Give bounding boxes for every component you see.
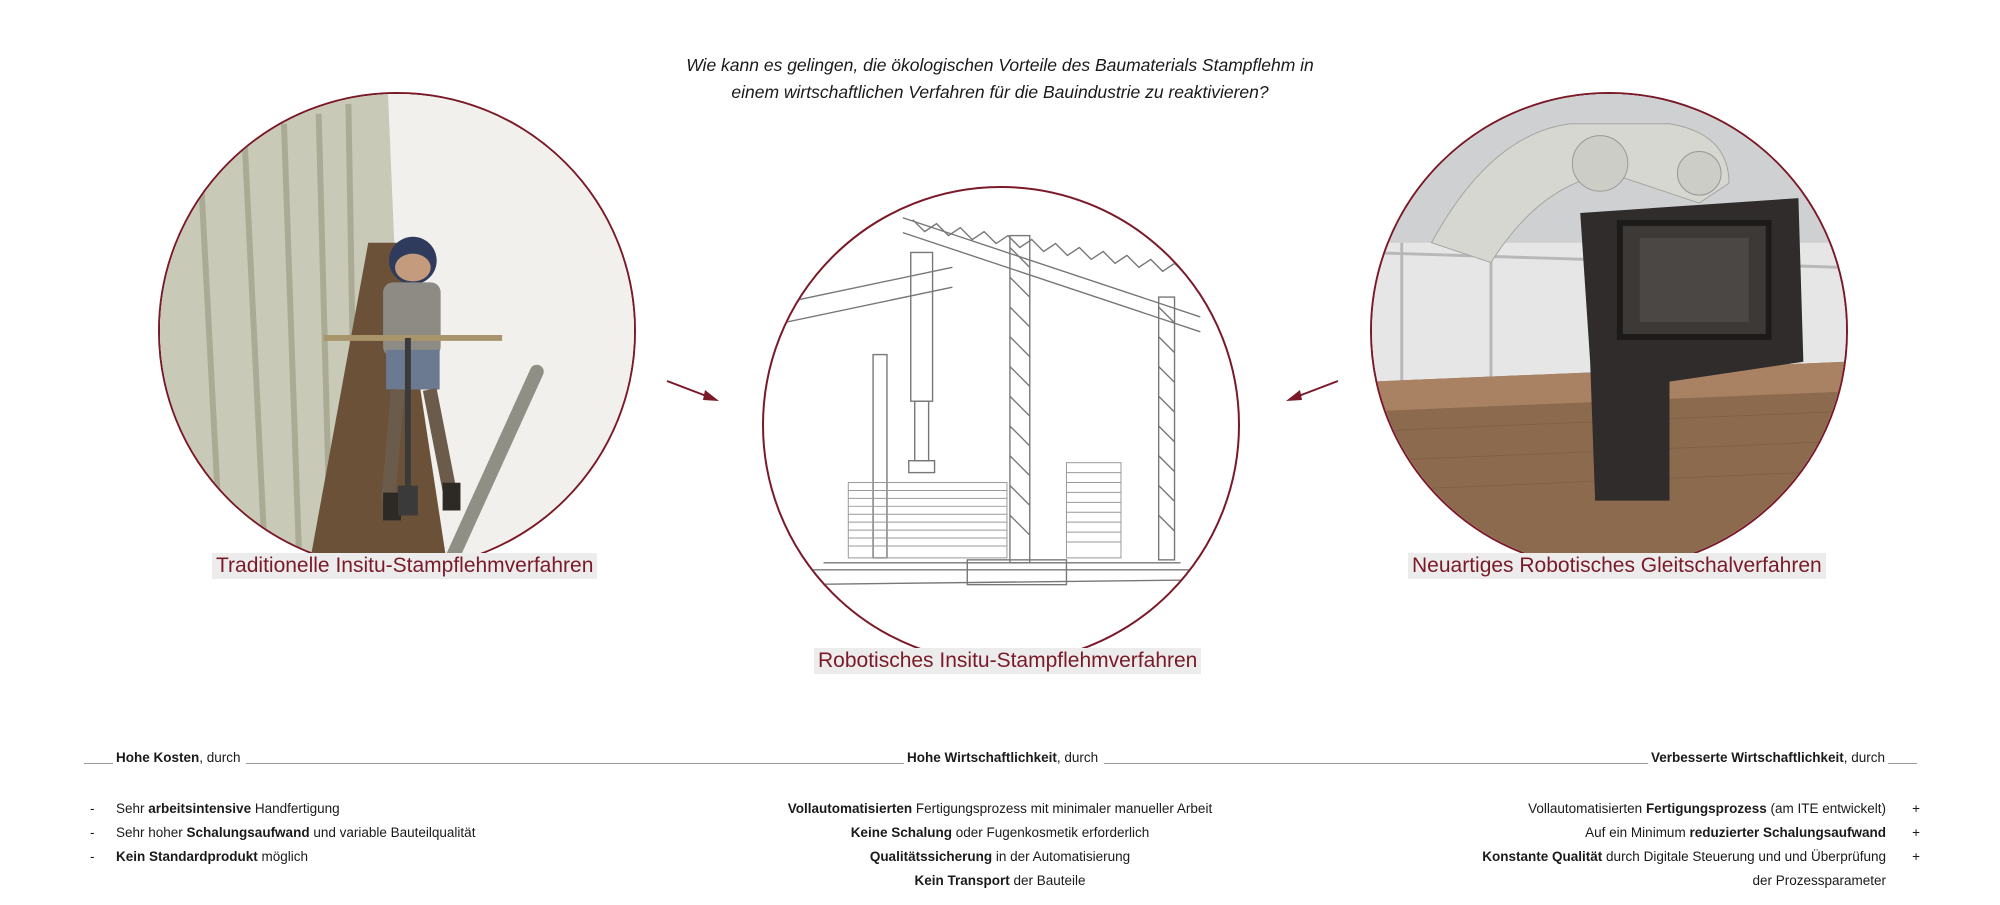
divider-line-center-left: [246, 763, 906, 764]
question-line-1: Wie kann es gelingen, die ökologischen Vorteile des Baumaterials Stampflehm in: [686, 55, 1314, 75]
list-benefits: [700, 797, 1300, 893]
list-item-continuation: der Prozessparameter: [1752, 873, 1886, 888]
list-disadvantages: [90, 797, 610, 869]
heading-high-economy: Hohe Wirtschaftlichkeit, durch: [904, 750, 1101, 765]
divider-line-left: [84, 763, 114, 764]
label-robotic-insitu-method: Robotisches Insitu-Stampflehmverfahren: [814, 648, 1201, 674]
robotic-slipform-image: [1370, 92, 1848, 570]
divider-line-center-right: [1104, 763, 1649, 764]
list-item: Keine Schalung oder Fugenkosmetik erforderlich: [850, 825, 1150, 840]
plus-marker: +: [1912, 825, 1920, 840]
label-traditional-method: Traditionelle Insitu-Stampflehmverfahren: [212, 553, 597, 579]
dash-marker: -: [90, 801, 95, 816]
dash-marker: -: [90, 825, 95, 840]
traditional-method-image: [158, 92, 636, 570]
dash-marker: -: [90, 849, 95, 864]
heading-high-costs: Hohe Kosten, durch: [113, 750, 244, 765]
list-item: - Kein Standardprodukt möglich: [90, 845, 610, 869]
arrow-left-down-icon: [1280, 378, 1340, 404]
list-item: Qualitätssicherung in der Automatisierung: [869, 849, 1131, 864]
heading-improved-economy: Verbesserte Wirtschaftlichkeit, durch: [1648, 750, 1888, 765]
list-improvements: [1380, 797, 1920, 893]
plus-marker: +: [1912, 849, 1920, 864]
divider-line-right: [1887, 763, 1917, 764]
robotic-insitu-diagram: [762, 186, 1240, 664]
research-question: [600, 52, 1400, 106]
list-item: - Sehr hoher Schalungsaufwand und variable Bauteilqualität: [90, 821, 610, 845]
list-item: Konstante Qualität durch Digitale Steuerung und und Überprüfung +: [1380, 845, 1920, 869]
list-item: Vollautomatisierten Fertigungsprozess (am ITE entwickelt) +: [1380, 797, 1920, 821]
list-item: Vollautomatisierten Fertigungsprozess mit minimaler manueller Arbeit: [787, 801, 1213, 816]
list-item: Auf ein Minimum reduzierter Schalungsaufwand +: [1380, 821, 1920, 845]
label-robotic-slipform-method: Neuartiges Robotisches Gleitschalverfahren: [1408, 553, 1826, 579]
question-line-2: einem wirtschaftlichen Verfahren für die Bauindustrie zu reaktivieren?: [731, 82, 1269, 102]
list-item: Kein Transport der Bauteile: [914, 873, 1086, 888]
plus-marker: +: [1912, 801, 1920, 816]
list-item: - Sehr arbeitsintensive Handfertigung: [90, 797, 610, 821]
arrow-right-down-icon: [665, 378, 725, 404]
